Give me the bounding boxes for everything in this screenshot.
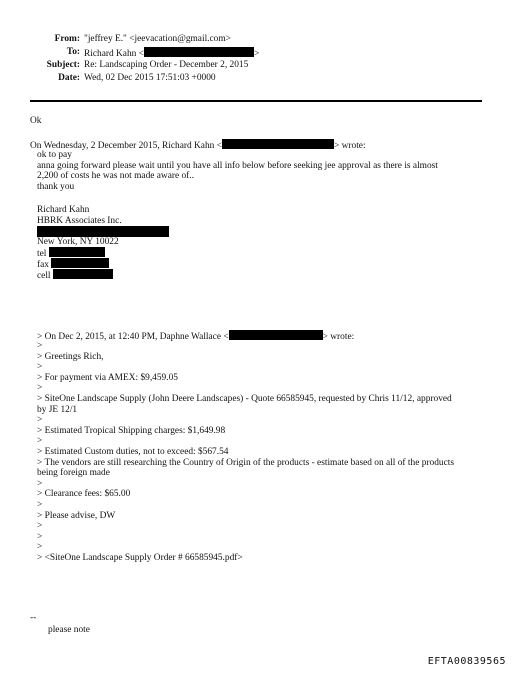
- date-value: Wed, 02 Dec 2015 17:51:03 +0000: [84, 73, 216, 83]
- redaction-bar: [37, 226, 169, 237]
- quote2-line: > Greetings Rich,: [37, 351, 104, 362]
- quote2-line: >: [37, 362, 43, 373]
- to-name: Richard Kahn <: [84, 49, 144, 59]
- date-label: Date:: [58, 73, 80, 83]
- quote2-line: being foreign made: [37, 468, 110, 479]
- quote1-intro-prefix: On Wednesday, 2 December 2015, Richard Kahn <: [30, 141, 222, 151]
- quote2-line: > Estimated Custom duties, not to exceed: $567.54: [37, 446, 229, 457]
- quote1-line: 2,200 of costs he was not made aware of..: [37, 171, 194, 182]
- cell-label: cell: [37, 270, 51, 281]
- quote2-intro-suffix: > wrote:: [322, 332, 355, 342]
- redaction-bar: [49, 247, 105, 257]
- signature-redacted: [37, 226, 169, 237]
- redaction-bar: [144, 47, 254, 57]
- signature-dash: --: [30, 613, 37, 623]
- header-divider: [30, 100, 482, 102]
- to-suffix: >: [253, 49, 260, 59]
- quote2-line: >: [37, 542, 43, 553]
- quote2-line: > Please advise, DW: [37, 510, 116, 521]
- quote2-line: > The vendors are still researching the Country of Origin of the products - estimate based on all of the products: [37, 457, 454, 468]
- quote1-intro-suffix: > wrote:: [333, 141, 366, 151]
- to-value: [84, 47, 259, 60]
- quote1-line: ok to pay: [37, 150, 72, 160]
- subject-value: Re: Landscaping Order - December 2, 2015: [84, 60, 249, 70]
- please-note-text: please note: [48, 625, 90, 635]
- quote2-line: >: [37, 383, 43, 394]
- signature-fax: [37, 258, 169, 269]
- quote2-line: > Clearance fees: $65.00: [37, 489, 131, 500]
- signature-tel: [37, 247, 169, 258]
- quote2-line: >: [37, 341, 43, 351]
- quote2-line: >: [37, 531, 43, 542]
- quote2-line: >: [37, 499, 43, 510]
- from-label: From:: [54, 34, 80, 44]
- quote2-line: >: [37, 478, 43, 489]
- signature-name: Richard Kahn: [37, 205, 90, 215]
- quote2-line: >: [37, 521, 43, 532]
- to-label: To:: [66, 47, 80, 57]
- document-id: EFTA00839565: [427, 656, 506, 668]
- quote2-intro-prefix: > On Dec 2, 2015, at 12:40 PM, Daphne Wallace <: [37, 332, 229, 342]
- redaction-bar: [222, 139, 334, 149]
- fax-label: fax: [37, 259, 49, 270]
- quote2-line: >: [37, 436, 43, 447]
- quote2-line: by JE 12/1: [37, 404, 78, 415]
- tel-label: tel: [37, 249, 47, 260]
- redaction-bar: [53, 269, 113, 279]
- redaction-bar: [51, 258, 109, 268]
- signature-company: HBRK Associates Inc.: [37, 215, 122, 226]
- quote2-line: >: [37, 415, 43, 426]
- quote2-body: [37, 341, 454, 563]
- quote2-line: > SiteOne Landscape Supply (John Deere Landscapes) - Quote 66585945, requested by Chris 11/12, approved: [37, 393, 452, 404]
- signature-block: [37, 205, 169, 279]
- signature-cell: [37, 269, 169, 280]
- signature-city: New York, NY 10022: [37, 236, 119, 247]
- quote2-line: > Estimated Tropical Shipping charges: $1,649.98: [37, 425, 226, 436]
- quote1-body: [37, 150, 438, 192]
- subject-label: Subject:: [46, 60, 80, 70]
- reply-text: Ok: [30, 116, 42, 126]
- quote1-line: anna going forward please wait until you have all info below before seeking jee approval as there is almost: [37, 160, 438, 171]
- attachment-reference: > <SiteOne Landscape Supply Order # 66585945.pdf>: [37, 552, 243, 563]
- quote2-line: > For payment via AMEX: $9,459.05: [37, 372, 178, 383]
- redaction-bar: [229, 330, 323, 340]
- quote1-line: thank you: [37, 181, 75, 192]
- from-value: "jeffrey E." <jeevacation@gmail.com>: [84, 34, 231, 44]
